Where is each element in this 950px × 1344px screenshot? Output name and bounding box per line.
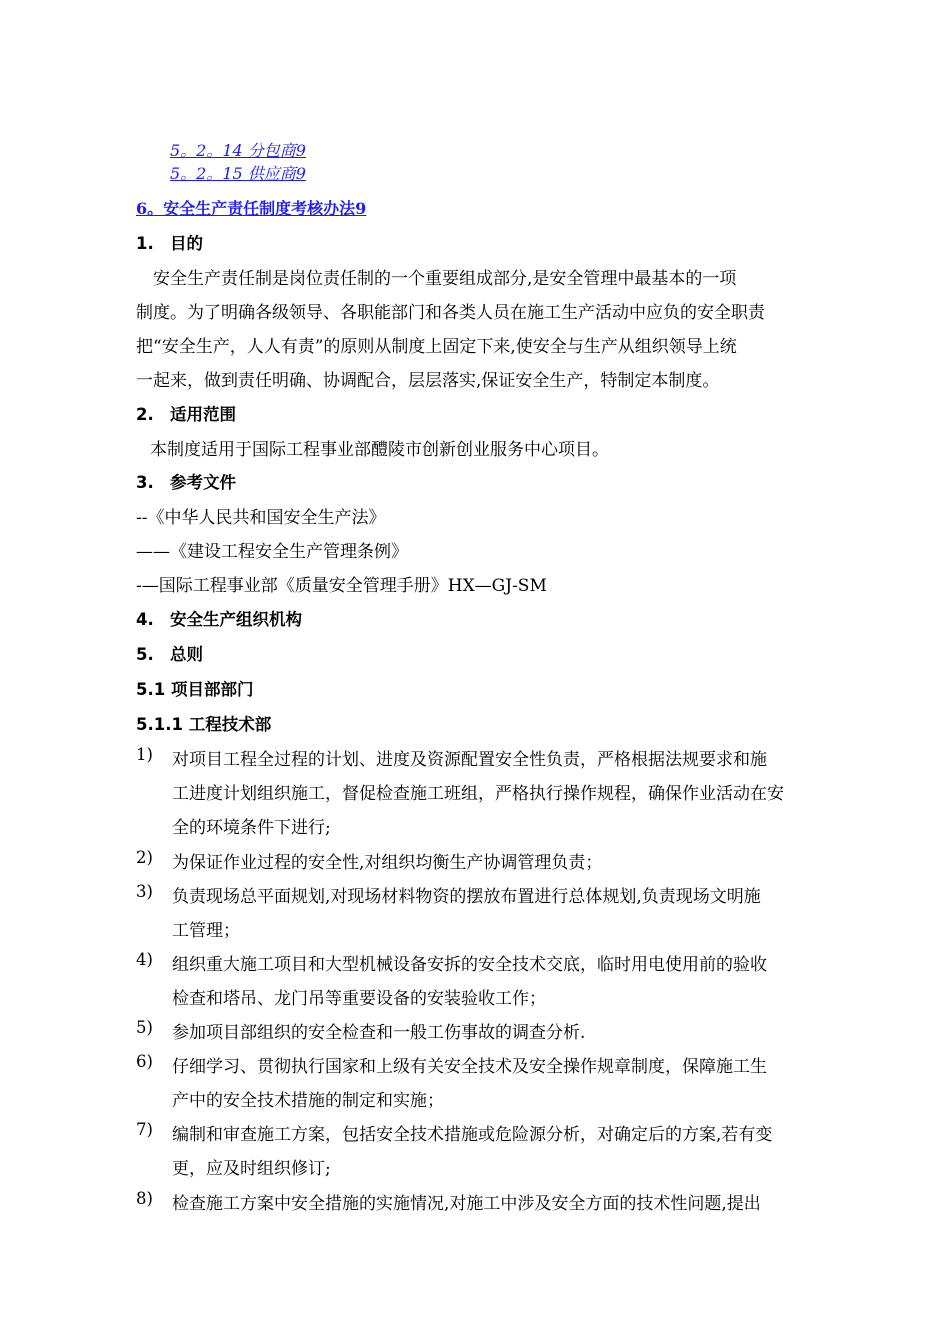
list-item-line: 负责现场总平面规划,对现场材料物资的摆放布置进行总体规划,负责现场文明施 bbox=[172, 887, 761, 907]
section-heading-general bbox=[136, 641, 203, 665]
list-item-number: 7) bbox=[136, 1120, 153, 1139]
list-item-number: 8) bbox=[136, 1189, 153, 1208]
section-heading-scope bbox=[136, 401, 236, 425]
section-title: 安全生产组织机构 bbox=[170, 610, 302, 629]
list-item-line: 组织重大施工项目和大型机械设备安拆的安全技术交底，临时用电使用前的验收 bbox=[172, 955, 767, 975]
section-number: 2. bbox=[136, 405, 154, 424]
list-item-line: 更，应及时组织修订; bbox=[172, 1159, 331, 1179]
list-item-line: 编制和审查施工方案，包括安全技术措施或危险源分析，对确定后的方案,若有变 bbox=[172, 1125, 773, 1145]
list-item-number: 6) bbox=[136, 1052, 153, 1071]
paragraph-line: 一起来，做到责任明确、协调配合，层层落实,保证安全生产，特制定本制度。 bbox=[136, 371, 720, 391]
scope-text: 本制度适用于国际工程事业部醴陵市创新创业服务中心项目。 bbox=[150, 440, 609, 460]
list-item-line: 工进度计划组织施工，督促检查施工班组，严格执行操作规程，确保作业活动在安 bbox=[172, 784, 784, 804]
list-item-number: 5) bbox=[136, 1018, 153, 1037]
reference-item: -—国际工程事业部《质量安全管理手册》HX—GJ-SM bbox=[136, 576, 547, 596]
subsection-heading-engineering-dept: 5.1.1 工程技术部 bbox=[136, 715, 272, 734]
section-heading-purpose bbox=[136, 230, 203, 254]
list-item-line: 对项目工程全过程的计划、进度及资源配置安全性负责，严格根据法规要求和施 bbox=[172, 750, 767, 770]
section-number: 3. bbox=[136, 473, 154, 492]
section-title: 适用范围 bbox=[170, 405, 236, 424]
list-item-line: 检查和塔吊、龙门吊等重要设备的安装验收工作； bbox=[172, 989, 546, 1009]
paragraph-line: 制度。为了明确各级领导、各职能部门和各类人员在施工生产活动中应负的安全职责 bbox=[136, 303, 765, 323]
section-title: 总则 bbox=[170, 645, 203, 664]
list-item-line: 参加项目部组织的安全检查和一般工伤事故的调查分析. bbox=[172, 1023, 586, 1043]
section-number: 5. bbox=[136, 645, 154, 664]
reference-item: ——《建设工程安全生产管理条例》 bbox=[136, 542, 408, 562]
list-item-number: 2) bbox=[136, 848, 153, 867]
section-heading-organization bbox=[136, 606, 302, 630]
list-item-number: 3) bbox=[136, 882, 153, 901]
paragraph-line: 安全生产责任制是岗位责任制的一个重要组成部分,是安全管理中最基本的一项 bbox=[136, 269, 737, 289]
list-item-number: 4) bbox=[136, 950, 153, 969]
paragraph-line: 把“安全生产，人人有责”的原则从制度上固定下来,使安全与生产从组织领导上统 bbox=[136, 337, 737, 357]
reference-item: --《中华人民共和国安全生产法》 bbox=[136, 508, 386, 528]
list-item-line: 全的环境条件下进行; bbox=[172, 818, 331, 838]
section-heading-references bbox=[136, 469, 236, 493]
section-title: 参考文件 bbox=[170, 473, 236, 492]
list-item-line: 为保证作业过程的安全性,对组织均衡生产协调管理负责； bbox=[172, 853, 603, 873]
list-item-line: 仔细学习、贯彻执行国家和上级有关安全技术及安全操作规章制度，保障施工生 bbox=[172, 1057, 767, 1077]
list-item-number: 1) bbox=[136, 745, 153, 764]
toc-link-assessment[interactable]: 6。安全生产责任制度考核办法9 bbox=[136, 199, 367, 218]
list-item-line: 检查施工方案中安全措施的实施情况,对施工中涉及安全方面的技术性问题,提出 bbox=[172, 1194, 761, 1214]
subsection-heading-project-dept: 5.1 项目部部门 bbox=[136, 680, 254, 699]
toc-link-supplier[interactable]: 5。2。15 供应商9 bbox=[170, 164, 306, 183]
list-item-line: 工管理； bbox=[172, 921, 240, 941]
list-item-line: 产中的安全技术措施的制定和实施； bbox=[172, 1091, 444, 1111]
toc-link-subcontractor[interactable]: 5。2。14 分包商9 bbox=[170, 141, 306, 160]
section-number: 4. bbox=[136, 610, 154, 629]
section-number: 1. bbox=[136, 234, 154, 253]
section-title: 目的 bbox=[170, 234, 203, 253]
